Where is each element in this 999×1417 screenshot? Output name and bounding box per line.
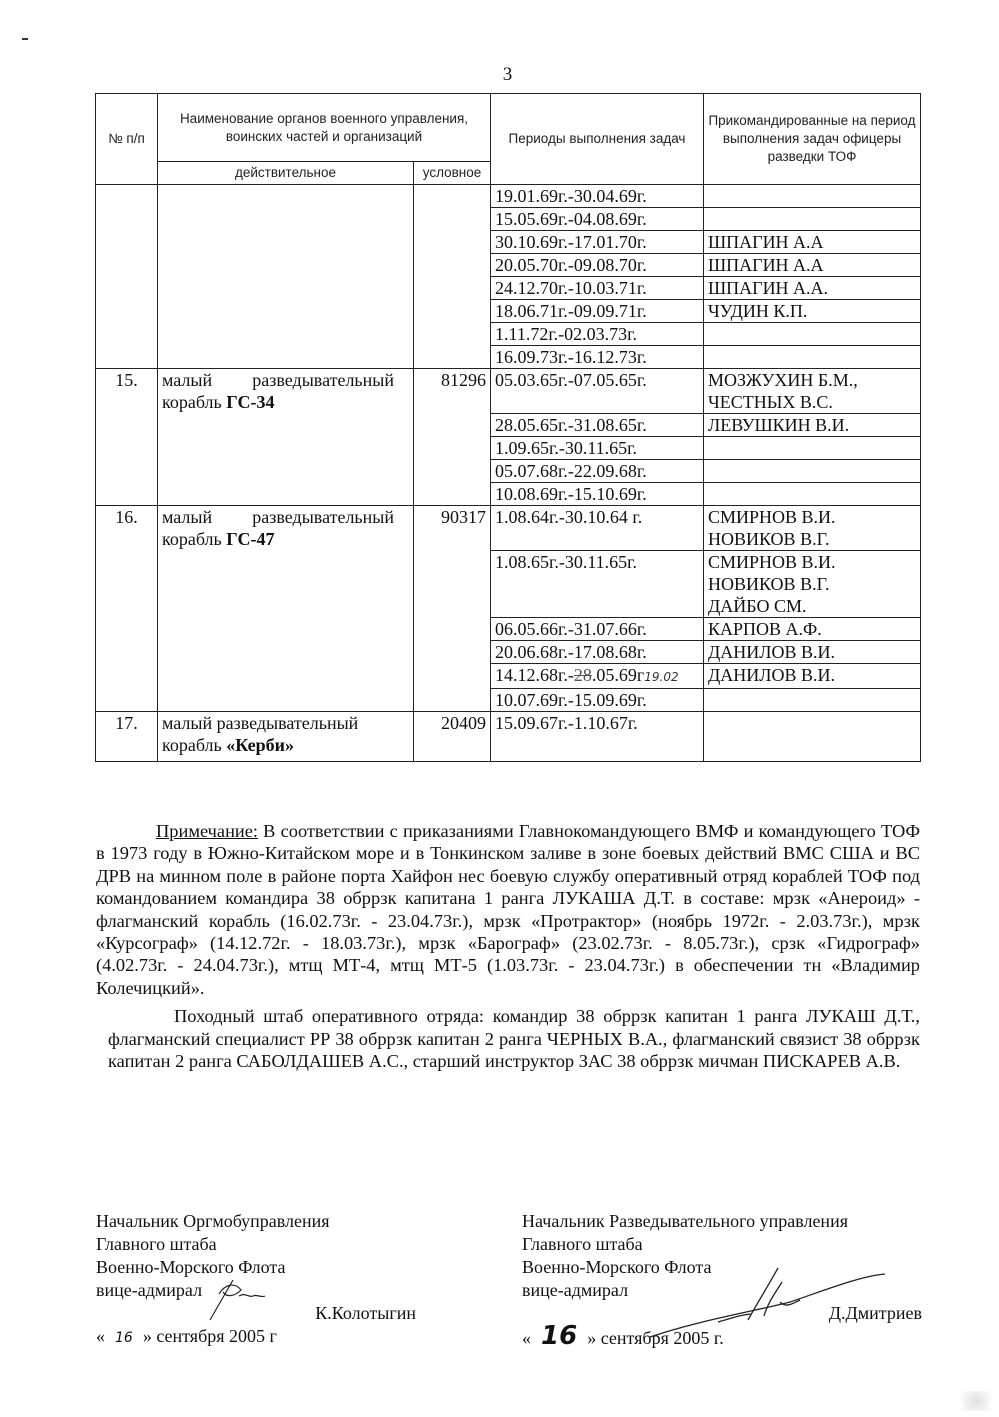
officer-name: ДАЙБО СМ.	[708, 596, 807, 616]
period-cell: 28.05.65г.-31.08.65г.	[491, 414, 704, 437]
officer-name: МОЗЖУХИН Б.М.,	[708, 370, 858, 390]
row-code-cell	[414, 185, 491, 369]
unit-name-prefix: малый разведывательный	[162, 507, 394, 527]
period-cell: 1.08.65г.-30.11.65г.	[491, 551, 704, 618]
officer-name: СМИРНОВ В.И.	[708, 552, 836, 572]
officer-cell: ЧУДИН К.П.	[704, 300, 921, 323]
scan-artifact	[22, 38, 28, 40]
officer-cell	[704, 460, 921, 483]
period-cell: 1.09.65г.-30.11.65г.	[491, 437, 704, 460]
signer-title-line: Начальник Оргмобуправления	[96, 1211, 330, 1231]
period-cell: 1.08.64г.-30.10.64 г.	[491, 506, 704, 551]
period-cell: 05.07.68г.-22.09.68г.	[491, 460, 704, 483]
unit-name-prefix: малый разведывательный	[162, 713, 359, 733]
officer-cell	[704, 506, 921, 551]
period-cell-corrected	[491, 664, 704, 689]
vessel-designation: ГС-47	[226, 529, 275, 549]
signer-title-line: Главного штаба	[96, 1234, 217, 1254]
assignments-table	[95, 93, 921, 762]
row-name-cell	[158, 185, 414, 369]
officer-cell: ШПАГИН А.А.	[704, 277, 921, 300]
period-cell: 20.06.68г.-17.08.68г.	[491, 641, 704, 664]
officer-cell: ЛЕВУШКИН В.И.	[704, 414, 921, 437]
signer-title-line: вице-адмирал	[522, 1280, 629, 1300]
signature-date	[522, 1321, 942, 1351]
period-cell: 05.03.65г.-07.05.65г.	[491, 369, 704, 414]
officer-cell: ШПАГИН А.А	[704, 254, 921, 277]
unit-name	[158, 369, 414, 506]
unit-code: 20409	[414, 712, 491, 762]
entry-number: 17.	[96, 712, 158, 762]
unit-name	[158, 712, 414, 762]
header-name: Наименование органов военного управления, воинских частей и организаций	[158, 94, 491, 162]
date-text: » сентября 2005 г	[142, 1326, 277, 1346]
header-name-conditional: условное	[414, 162, 491, 185]
table-row	[96, 506, 921, 551]
period-cell: 15.09.67г.-1.10.67г.	[491, 712, 704, 762]
date-text: » сентября 2005 г.	[587, 1328, 724, 1348]
officer-cell	[704, 346, 921, 369]
period-cell: 1.11.72г.-02.03.73г.	[491, 323, 704, 346]
header-periods: Периоды выполнения задач	[491, 94, 704, 185]
period-end: .05.69г	[591, 665, 645, 685]
officer-cell: ДАНИЛОВ В.И.	[704, 641, 921, 664]
unit-code: 81296	[414, 369, 491, 506]
signer-name: К.Колотыгин	[315, 1303, 416, 1323]
note-section	[96, 820, 920, 1072]
handwritten-correction: 19.02	[644, 670, 679, 684]
period-cell: 20.05.70г.-09.08.70г.	[491, 254, 704, 277]
period-cell: 06.05.66г.-31.07.66г.	[491, 618, 704, 641]
officer-cell	[704, 369, 921, 414]
period-cell: 15.05.69г.-04.08.69г.	[491, 208, 704, 231]
entry-number: 16.	[96, 506, 158, 712]
officer-cell	[704, 208, 921, 231]
officer-name: ЧЕСТНЫХ В.С.	[708, 392, 833, 412]
period-cell: 30.10.69г.-17.01.70г.	[491, 231, 704, 254]
signer-title-line: вице-адмирал	[96, 1280, 203, 1300]
entry-number: 15.	[96, 369, 158, 506]
page-number: 3	[502, 64, 513, 85]
officer-name: НОВИКОВ В.Г.	[708, 529, 830, 549]
signature-date	[96, 1325, 456, 1350]
officer-cell	[704, 689, 921, 712]
date-quote: «	[96, 1326, 105, 1346]
signer-title-line: Начальник Разведывательного управления	[522, 1211, 848, 1231]
table-row	[96, 185, 921, 208]
officer-name: НОВИКОВ В.Г.	[708, 574, 830, 594]
period-cell: 16.09.73г.-16.12.73г.	[491, 346, 704, 369]
period-cell: 10.07.69г.-15.09.69г.	[491, 689, 704, 712]
unit-name	[158, 506, 414, 712]
signature-block-right	[522, 1210, 942, 1350]
officer-name: СМИРНОВ В.И.	[708, 507, 836, 527]
note-label: Примечание:	[156, 821, 259, 841]
signer-title-line: Военно-Морского Флота	[522, 1257, 712, 1277]
period-cell: 10.08.69г.-15.10.69г.	[491, 483, 704, 506]
header-officers: Прикомандированные на период выполнения задач офицеры разведки ТОФ	[704, 94, 921, 185]
signer-title-line: Военно-Морского Флота	[96, 1257, 286, 1277]
note-paragraph-1	[96, 820, 920, 999]
officer-cell	[704, 483, 921, 506]
signer-title-line: Главного штаба	[522, 1234, 643, 1254]
header-num: № п/п	[96, 94, 158, 185]
signature-block-left	[96, 1210, 456, 1350]
period-start: 14.12.68г.-	[495, 665, 574, 685]
unit-name-second-line: корабль «Керби»	[162, 735, 294, 755]
officer-cell	[704, 712, 921, 762]
unit-name-second-line: корабль ГС-47	[162, 529, 275, 549]
unit-name-prefix: малый разведывательный	[162, 370, 394, 390]
period-cell: 19.01.69г.-30.04.69г.	[491, 185, 704, 208]
vessel-designation: «Керби»	[226, 735, 294, 755]
unit-name-second-line: корабль ГС-34	[162, 392, 275, 412]
signer-name: Д.Дмитриев	[828, 1303, 922, 1323]
handwritten-day: 16	[541, 1321, 578, 1351]
officer-cell	[704, 551, 921, 618]
officer-cell	[704, 185, 921, 208]
table-row	[96, 369, 921, 414]
struck-text: 28	[573, 665, 592, 685]
period-cell: 24.12.70г.-10.03.71г.	[491, 277, 704, 300]
officer-cell	[704, 437, 921, 460]
note-paragraph-2: Походный штаб оперативного отряда: командир 38 обррзк капитан 1 ранга ЛУКАШ Д.Т., флагманский специалист РР 38 обррзк капитан 2 ранга ЧЕРНЫХ В.А., флагманский связист 38 обррзк капитан 2 ранга САБОЛДАШЕВ А.С., старший инструктор ЗАС 38 обррзк мичман ПИСКАРЕВ А.В.	[108, 1006, 920, 1072]
table-row	[96, 712, 921, 762]
officer-cell: ШПАГИН А.А	[704, 231, 921, 254]
handwritten-day: 16	[115, 1330, 133, 1346]
officer-cell: КАРПОВ А.Ф.	[704, 618, 921, 641]
unit-code: 90317	[414, 506, 491, 712]
scan-artifact	[961, 1391, 991, 1411]
officer-cell	[704, 323, 921, 346]
officer-cell: ДАНИЛОВ В.И.	[704, 664, 921, 689]
note-text: В соответствии с приказаниями Главнокомандующего ВМФ и командующего ТОФ в 1973 году в Южно-Китайском море и в Тонкинском заливе в зоне боевых действий ВМС США и ВС ДРВ на минном поле в районе порта Хайфон нес боевую службу оперативный отряд кораблей ТОФ под командованием командира 38 обррзк капитана 1 ранга ЛУКАША Д.Т. в составе: мрзк «Анероид» - флагманский корабль (16.02.73г. - 23.04.73г.), мрзк «Протрактор» (ноябрь 1972г. - 2.03.73г.), мрзк «Курсограф» (14.12.72г. - 18.03.73г.), мрзк «Барограф» (23.02.73г. - 8.05.73г.), срзк «Гидрограф» (4.02.73г. - 24.04.73г.), мтщ МТ-4, мтщ МТ-5 (1.03.73г. - 23.04.73г.) в обеспечении тн «Владимир Колечицкий».	[96, 821, 920, 998]
date-quote: «	[522, 1328, 531, 1348]
vessel-designation: ГС-34	[226, 392, 275, 412]
header-name-actual: действительное	[158, 162, 414, 185]
row-num-cell	[96, 185, 158, 369]
period-cell: 18.06.71г.-09.09.71г.	[491, 300, 704, 323]
